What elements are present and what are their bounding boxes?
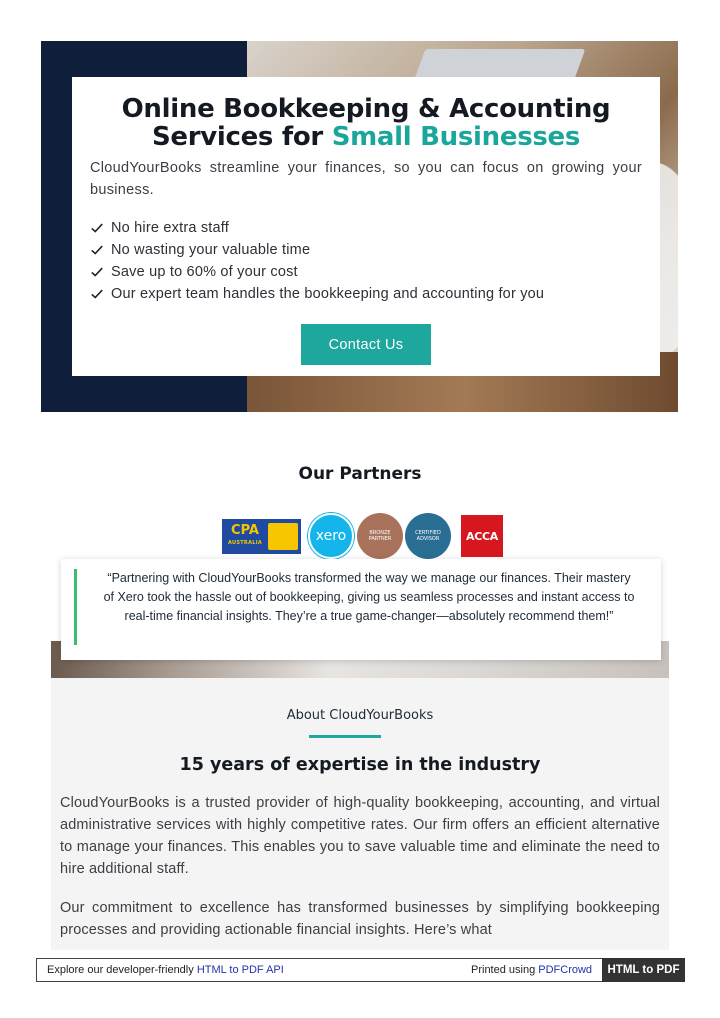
hero-subtitle: CloudYourBooks streamline your finances, so you can focus on growing your business. — [90, 160, 642, 198]
contact-us-button[interactable]: Contact Us — [301, 324, 431, 365]
cert-badge-line1: CERTIFIED — [415, 530, 441, 536]
hero-title-line1: Online Bookkeeping & Accounting — [121, 94, 611, 124]
crest-icon — [268, 523, 298, 550]
list-item — [90, 283, 642, 305]
cert-badge-line2: ADVISOR — [416, 536, 440, 542]
hero-title-accent: Small Businesses — [331, 122, 581, 152]
acca-logo — [461, 515, 503, 557]
benefit-list — [90, 217, 642, 305]
list-item — [90, 239, 642, 261]
partner-logos — [0, 512, 720, 558]
testimonial-quote: “Partnering with CloudYourBooks transformed the way we manage our finances. Their mastery of Xero took the hassle out of bookkeeping, giving us seamless processes and instant access to real-time financial insights. They’re a true game-changer—absolutely recommend them!” — [103, 571, 635, 623]
xero-logo — [308, 513, 354, 559]
cpa-logo-text: CPA — [231, 522, 259, 538]
hero-title — [90, 95, 642, 151]
cpa-australia-logo — [222, 519, 301, 554]
about-divider — [309, 735, 381, 738]
footer-right-text: Printed using — [471, 964, 539, 976]
about-eyebrow: About CloudYourBooks — [286, 708, 434, 723]
benefit-label: No wasting your valuable time — [111, 242, 311, 258]
check-icon — [90, 265, 104, 279]
bronze-badge-line2: PARTNER — [368, 536, 392, 542]
benefit-label: Our expert team handles the bookkeeping and accounting for you — [111, 286, 545, 302]
footer-left — [47, 964, 284, 976]
benefit-label: No hire extra staff — [111, 220, 229, 236]
list-item — [90, 261, 642, 283]
html-to-pdf-api-link[interactable]: HTML to PDF API — [196, 964, 284, 976]
about-paragraph: Our commitment to excellence has transformed businesses by simplifying bookkeeping processes and providing actionable financial insights. Here’s what — [60, 900, 660, 938]
check-icon — [90, 287, 104, 301]
about-section — [51, 678, 669, 950]
check-icon — [90, 221, 104, 235]
xero-bronze-partner-badge — [357, 513, 403, 559]
acca-logo-text: ACCA — [466, 529, 498, 543]
about-heading: 15 years of expertise in the industry — [179, 755, 541, 775]
about-paragraph: CloudYourBooks is a trusted provider of high-quality bookkeeping, accounting, and virtual administrative services with highly competitive rates. Our firm offers an efficient alternative to manage your finances. This enables you to save valuable time and eliminate the need to hire additional staff. — [60, 795, 660, 877]
footer-left-text: Explore our developer-friendly — [47, 964, 197, 976]
html-to-pdf-button[interactable]: HTML to PDF — [602, 958, 685, 982]
testimonial-card — [61, 559, 661, 660]
pdfcrowd-footer — [36, 958, 685, 982]
hero-card — [72, 77, 660, 376]
benefit-label: Save up to 60% of your cost — [111, 264, 298, 280]
bronze-badge-line1: BRONZE — [369, 530, 391, 536]
xero-certified-advisor-badge — [405, 513, 451, 559]
hero-title-line2-prefix: Services for — [151, 122, 332, 152]
footer-right — [471, 964, 592, 976]
cpa-logo-subtext: AUSTRALIA — [227, 539, 263, 546]
list-item — [90, 217, 642, 239]
pdfcrowd-link[interactable]: PDFCrowd — [538, 964, 593, 976]
check-icon — [90, 243, 104, 257]
xero-logo-text: xero — [315, 528, 347, 544]
partners-title: Our Partners — [298, 464, 422, 484]
quote-accent-bar — [74, 569, 77, 645]
